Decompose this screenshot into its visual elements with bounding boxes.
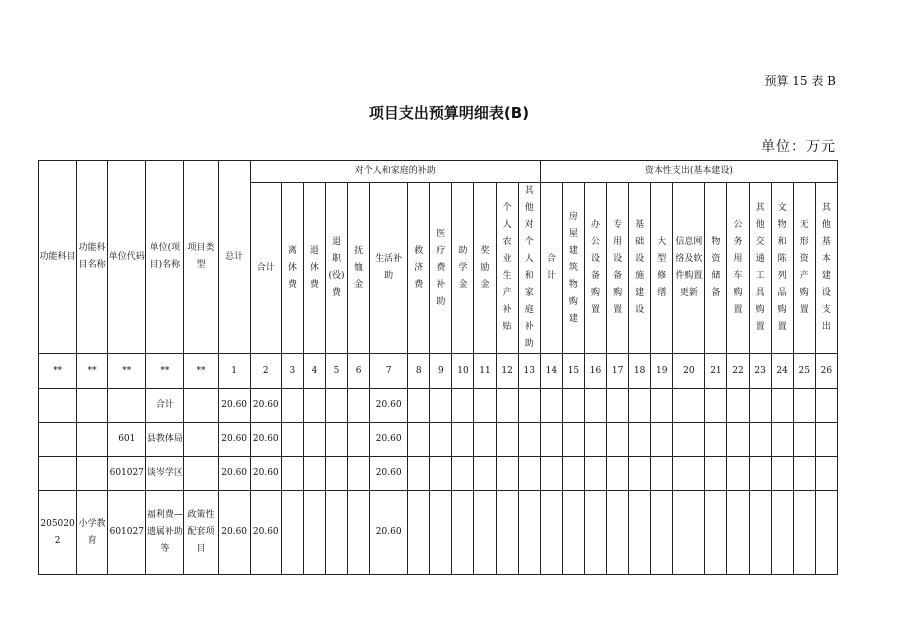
column-header: 离休费: [281, 183, 303, 354]
column-header: 物资储备: [705, 183, 727, 354]
empty-cell: [452, 423, 474, 457]
index-cell: 5: [325, 354, 347, 389]
column-header: 救济费: [408, 183, 430, 354]
subtotal-cell: 20.60: [250, 491, 281, 575]
empty-cell: [430, 457, 452, 491]
empty-cell: [474, 457, 496, 491]
empty-cell: [584, 457, 606, 491]
column-header: 单位代码: [108, 161, 146, 354]
total-cell: 20.60: [218, 389, 250, 423]
unit-name-cell: 合计: [146, 389, 184, 423]
column-header: 生活补助: [370, 183, 408, 354]
empty-cell: [651, 389, 673, 423]
column-header: 抚恤金: [348, 183, 370, 354]
column-header: 功能科目: [39, 161, 77, 354]
empty-cell: [705, 491, 727, 575]
empty-cell: [705, 423, 727, 457]
empty-cell: [607, 457, 629, 491]
func-name-cell: [77, 457, 108, 491]
func-code-cell: [39, 423, 77, 457]
column-header: 无形资产购置: [793, 183, 815, 354]
column-header: 公务用车购置: [727, 183, 749, 354]
column-header: 退职(役)费: [325, 183, 347, 354]
column-header: 大型修缮: [651, 183, 673, 354]
living-subsidy-cell: 20.60: [370, 491, 408, 575]
budget-table: [38, 160, 838, 575]
empty-cell: [815, 491, 837, 575]
index-cell: 17: [607, 354, 629, 389]
empty-cell: [584, 423, 606, 457]
subtotal-cell: 20.60: [250, 457, 281, 491]
empty-cell: [793, 491, 815, 575]
empty-cell: [815, 423, 837, 457]
empty-cell: [540, 389, 562, 423]
subtotal-cell: 20.60: [250, 423, 281, 457]
table-row: [39, 423, 838, 457]
empty-cell: [749, 457, 771, 491]
func-code-cell: [39, 457, 77, 491]
column-header: 项目类型: [184, 161, 218, 354]
index-cell: 13: [518, 354, 540, 389]
empty-cell: [518, 423, 540, 457]
empty-cell: [629, 423, 651, 457]
column-header: 信息网络及软件购置更新: [673, 183, 705, 354]
living-subsidy-cell: 20.60: [370, 457, 408, 491]
total-cell: 20.60: [218, 457, 250, 491]
empty-cell: [562, 389, 584, 423]
empty-cell: [629, 491, 651, 575]
empty-cell: [540, 423, 562, 457]
column-header: 医疗费补助: [430, 183, 452, 354]
index-cell: 15: [562, 354, 584, 389]
column-header: 基础设施建设: [629, 183, 651, 354]
index-cell: 1: [218, 354, 250, 389]
living-subsidy-cell: 20.60: [370, 423, 408, 457]
func-name-cell: [77, 389, 108, 423]
empty-cell: [793, 389, 815, 423]
index-row: [39, 354, 838, 389]
empty-cell: [281, 491, 303, 575]
index-cell: 23: [749, 354, 771, 389]
column-header: 其他基本建设支出: [815, 183, 837, 354]
empty-cell: [303, 491, 325, 575]
index-cell: **: [146, 354, 184, 389]
empty-cell: [540, 457, 562, 491]
table-row: [39, 389, 838, 423]
func-name-cell: 小学教育: [77, 491, 108, 575]
empty-cell: [771, 423, 793, 457]
empty-cell: [562, 457, 584, 491]
column-header: 文物和陈列品购置: [771, 183, 793, 354]
column-header: 总计: [218, 161, 250, 354]
index-cell: 21: [705, 354, 727, 389]
index-cell: 18: [629, 354, 651, 389]
index-cell: **: [39, 354, 77, 389]
empty-cell: [408, 491, 430, 575]
index-cell: 4: [303, 354, 325, 389]
empty-cell: [651, 457, 673, 491]
empty-cell: [771, 491, 793, 575]
empty-cell: [281, 457, 303, 491]
living-subsidy-cell: 20.60: [370, 389, 408, 423]
empty-cell: [518, 457, 540, 491]
empty-cell: [629, 389, 651, 423]
empty-cell: [430, 491, 452, 575]
column-header: 房屋建筑物购建: [562, 183, 584, 354]
column-header: 功能科目名称: [77, 161, 108, 354]
empty-cell: [518, 389, 540, 423]
column-header: 助学金: [452, 183, 474, 354]
empty-cell: [727, 457, 749, 491]
index-cell: 7: [370, 354, 408, 389]
empty-cell: [607, 423, 629, 457]
project-type-cell: [184, 389, 218, 423]
index-cell: 14: [540, 354, 562, 389]
empty-cell: [348, 423, 370, 457]
empty-cell: [408, 457, 430, 491]
empty-cell: [673, 389, 705, 423]
empty-cell: [793, 423, 815, 457]
func-name-cell: [77, 423, 108, 457]
empty-cell: [281, 423, 303, 457]
empty-cell: [727, 491, 749, 575]
empty-cell: [749, 423, 771, 457]
index-cell: 19: [651, 354, 673, 389]
empty-cell: [348, 389, 370, 423]
empty-cell: [303, 423, 325, 457]
empty-cell: [408, 423, 430, 457]
empty-cell: [562, 491, 584, 575]
index-cell: **: [108, 354, 146, 389]
empty-cell: [651, 491, 673, 575]
empty-cell: [496, 423, 518, 457]
index-cell: 25: [793, 354, 815, 389]
column-header: 退休费: [303, 183, 325, 354]
index-cell: 22: [727, 354, 749, 389]
index-cell: 26: [815, 354, 837, 389]
empty-cell: [325, 491, 347, 575]
column-header: 合计: [540, 183, 562, 354]
empty-cell: [430, 423, 452, 457]
empty-cell: [496, 491, 518, 575]
empty-cell: [452, 389, 474, 423]
empty-cell: [771, 457, 793, 491]
empty-cell: [281, 389, 303, 423]
index-cell: 2: [250, 354, 281, 389]
total-cell: 20.60: [218, 423, 250, 457]
empty-cell: [815, 457, 837, 491]
index-cell: **: [77, 354, 108, 389]
project-type-cell: [184, 457, 218, 491]
empty-cell: [771, 389, 793, 423]
unit-code-cell: [108, 389, 146, 423]
project-type-cell: [184, 423, 218, 457]
empty-cell: [629, 457, 651, 491]
empty-cell: [540, 491, 562, 575]
total-cell: 20.60: [218, 491, 250, 575]
index-cell: 10: [452, 354, 474, 389]
empty-cell: [348, 491, 370, 575]
page-title: 项目支出预算明细表(B): [368, 104, 530, 122]
empty-cell: [793, 457, 815, 491]
index-cell: 12: [496, 354, 518, 389]
func-code-cell: 2050202: [39, 491, 77, 575]
column-header: 办公设备购置: [584, 183, 606, 354]
unit-code-cell: 601027: [108, 457, 146, 491]
empty-cell: [474, 423, 496, 457]
empty-cell: [325, 423, 347, 457]
empty-cell: [303, 389, 325, 423]
empty-cell: [584, 389, 606, 423]
empty-cell: [496, 457, 518, 491]
empty-cell: [607, 491, 629, 575]
index-cell: 20: [673, 354, 705, 389]
empty-cell: [430, 389, 452, 423]
project-type-cell: 政策性配套项目: [184, 491, 218, 575]
empty-cell: [651, 423, 673, 457]
empty-cell: [673, 491, 705, 575]
index-cell: 8: [408, 354, 430, 389]
column-header: 个人农业生产补贴: [496, 183, 518, 354]
index-cell: 9: [430, 354, 452, 389]
group-header-personal: 对个人和家庭的补助: [250, 161, 540, 183]
column-header: 合计: [250, 183, 281, 354]
unit-name-cell: 谈岑学区: [146, 457, 184, 491]
unit-label: 单位：万元: [761, 139, 836, 155]
empty-cell: [584, 491, 606, 575]
group-header-row: [39, 161, 838, 183]
empty-cell: [673, 423, 705, 457]
table-row: [39, 457, 838, 491]
column-header: 其他对个人和家庭补助: [518, 183, 540, 354]
subtotal-cell: 20.60: [250, 389, 281, 423]
empty-cell: [705, 457, 727, 491]
empty-cell: [452, 491, 474, 575]
column-header: 专用设备购置: [607, 183, 629, 354]
index-cell: **: [184, 354, 218, 389]
unit-name-cell: 福利费—遗属补助等: [146, 491, 184, 575]
empty-cell: [727, 389, 749, 423]
table-row: [39, 491, 838, 575]
column-header: 其他交通工具购置: [749, 183, 771, 354]
empty-cell: [562, 423, 584, 457]
unit-name-cell: 县教体局: [146, 423, 184, 457]
empty-cell: [727, 423, 749, 457]
index-cell: 11: [474, 354, 496, 389]
empty-cell: [325, 457, 347, 491]
unit-code-cell: 601027: [108, 491, 146, 575]
empty-cell: [408, 389, 430, 423]
empty-cell: [518, 491, 540, 575]
empty-cell: [705, 389, 727, 423]
empty-cell: [749, 491, 771, 575]
column-header: 单位(项目)名称: [146, 161, 184, 354]
empty-cell: [348, 457, 370, 491]
empty-cell: [474, 389, 496, 423]
form-reference: 预算 15 表 B: [764, 74, 836, 88]
column-header: 奖励金: [474, 183, 496, 354]
empty-cell: [815, 389, 837, 423]
empty-cell: [749, 389, 771, 423]
func-code-cell: [39, 389, 77, 423]
empty-cell: [496, 389, 518, 423]
empty-cell: [607, 389, 629, 423]
empty-cell: [673, 457, 705, 491]
empty-cell: [303, 457, 325, 491]
index-cell: 6: [348, 354, 370, 389]
empty-cell: [325, 389, 347, 423]
index-cell: 16: [584, 354, 606, 389]
empty-cell: [474, 491, 496, 575]
group-header-capital: 资本性支出(基本建设): [540, 161, 837, 183]
index-cell: 24: [771, 354, 793, 389]
index-cell: 3: [281, 354, 303, 389]
unit-code-cell: 601: [108, 423, 146, 457]
empty-cell: [452, 457, 474, 491]
